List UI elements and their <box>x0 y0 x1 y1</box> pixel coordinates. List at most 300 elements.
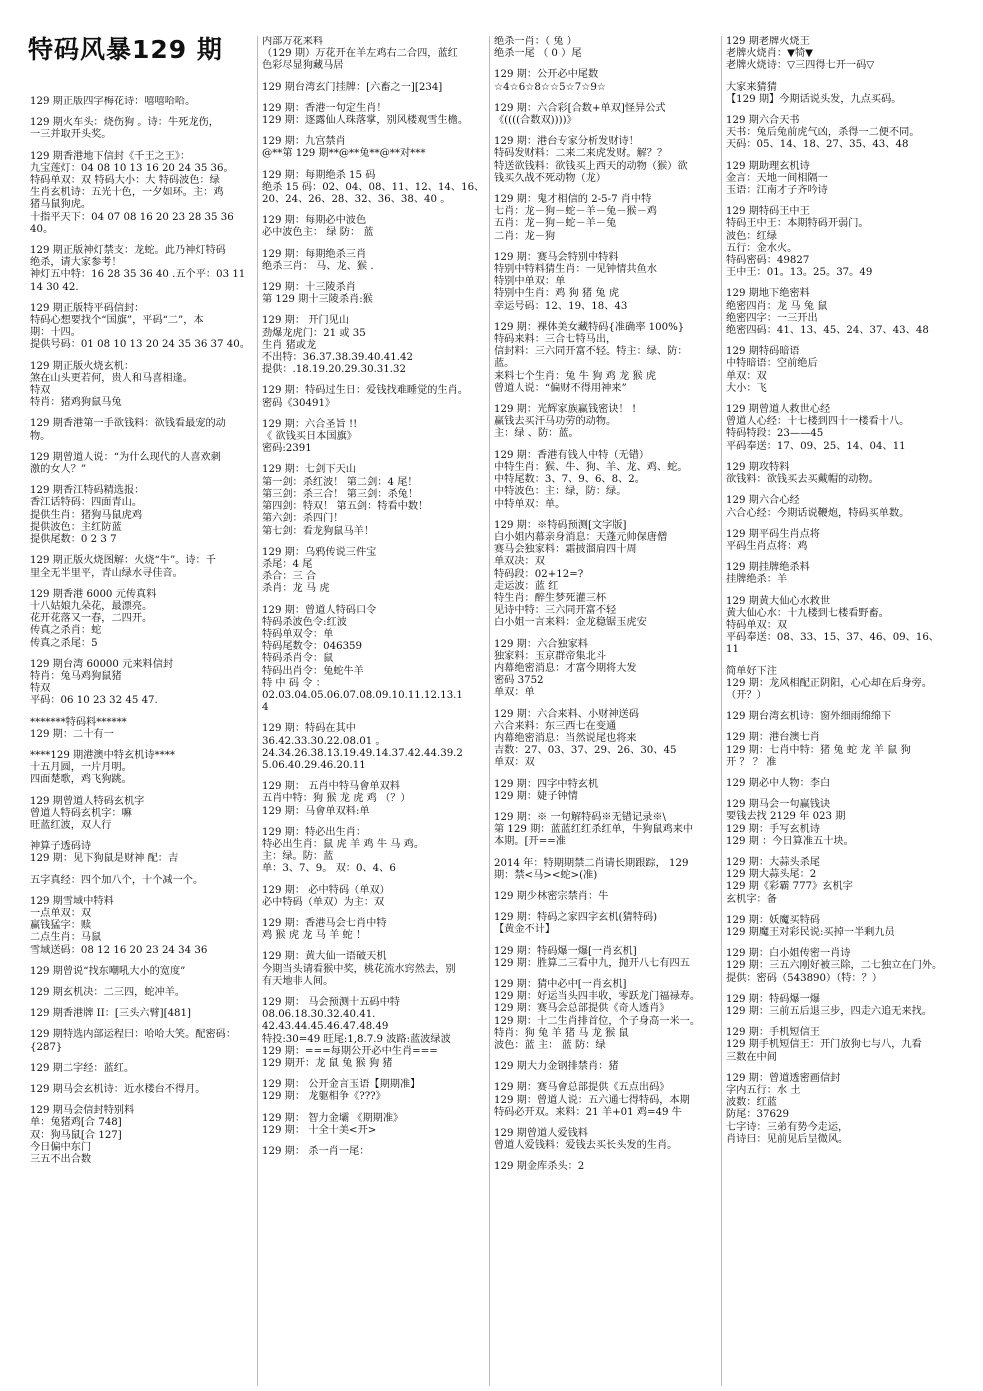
text-line: 129 期 ：今日算准五十块。 <box>726 835 854 847</box>
text-line: 特码必开双。来料：21 羊+01 鸡=49 牛 <box>494 1106 682 1118</box>
text-block <box>726 915 958 939</box>
text-line: 129 期：六合来料、小财神送码 <box>494 708 639 720</box>
text-line: 防尾：37629 <box>726 1109 789 1121</box>
text-block <box>262 249 490 273</box>
text-line: 特码王中王：本期特码开弱门。 <box>726 218 869 230</box>
text-line: 中特波色：主：绿，防：绿。 <box>494 486 627 498</box>
text-line: 色彩尽显狗藏马居 <box>262 60 344 72</box>
text-line: 二肖：龙－狗 <box>494 230 556 242</box>
text-block <box>494 404 722 441</box>
text-line: 特肖：兔马鸡狗鼠猪 <box>30 670 122 682</box>
text-block <box>726 711 958 723</box>
text-block <box>30 659 258 708</box>
text-line: 十五月圆，一片月明。 <box>30 762 132 774</box>
text-line: 内幕绝密消息：才富今期将大发 <box>494 662 637 674</box>
text-line: 129 期：黄大仙一语破天机 <box>262 951 387 963</box>
text-line: 密码《30491》 <box>262 397 336 409</box>
text-line: 129 期曾说“找东嘲吼大小的宽度” <box>30 965 186 977</box>
text-block <box>726 404 958 453</box>
text-block <box>726 778 958 790</box>
text-block <box>30 1063 258 1075</box>
text-line: 129 期：曾道人说：五六通七得特码，本期 <box>494 1094 690 1106</box>
text-line: 129 期手机短信王：开门放狗七与八，九看 <box>726 1039 922 1051</box>
text-line: 特码杀肖令：鼠 <box>262 653 334 665</box>
text-line: 特码来料：三合七特马出， <box>494 334 617 346</box>
text-line: 129 期：曾道透密画信封 <box>726 1072 841 1084</box>
text-line: 绝杀三肖： 马、龙、猴 . <box>262 260 374 272</box>
text-line: 129 期火车头：烧伤狗 。诗：牛死龙伤， <box>30 117 219 129</box>
text-line: 129 期：好运当头四丰收，零跃龙门福禄寿。 <box>494 991 701 1003</box>
text-line: 【129 期】今期话说头发，九点买码。 <box>726 93 902 105</box>
text-line: 129 期： 公开金言玉语【期期准】 <box>262 1079 421 1091</box>
text-line: 赢钱猛字：赎 <box>30 920 92 932</box>
text-line: 不出特：36.37.38.39.40.41.42 <box>262 352 413 364</box>
text-block <box>494 639 722 700</box>
text-line: 信封料：三六同开富不轻。特主：绿、防： <box>494 346 688 358</box>
text-line: 第三剑：杀三合！ 第三剑：杀兔！ <box>262 488 419 500</box>
text-block <box>726 161 958 198</box>
text-line: 绝密四字：一三开出 <box>726 312 818 324</box>
text-line: 129 期：裸体美女藏特码{准确率 100%} <box>494 321 685 333</box>
text-line: 129 期：特码之家四字玄机(猜特码) <box>494 912 658 924</box>
text-line: 单：兔猪鸡[合 748] <box>30 1117 122 1129</box>
text-line: 吉数：27、03、37、29、26、30、45 <box>494 745 677 757</box>
text-block <box>726 82 958 106</box>
text-line: （开？） <box>726 689 767 701</box>
text-block <box>494 252 722 313</box>
text-line: 天码：05、14、18、27、35、43、48 <box>726 139 909 151</box>
text-line: 129 期：三五六刚好被三除，二七独立在门外。 <box>726 960 943 972</box>
text-line: 本期。[开==准 <box>494 836 566 848</box>
text-line: 特生肖：醉生梦死灌三杯 <box>494 592 607 604</box>
text-line: 129 期《彩霸 777》玄机字 <box>726 881 853 893</box>
text-block <box>494 322 722 395</box>
text-line: 129 期： 龙躯相争《???》 <box>262 1091 386 1103</box>
text-line: 129 期： 开门见山 <box>262 315 350 327</box>
text-block <box>262 547 490 596</box>
text-block <box>726 346 958 395</box>
text-line: 一三并取开头奖。 <box>30 129 112 141</box>
text-line: 129 期：曾道人特码口令 <box>262 604 377 616</box>
text-line: 中特暗语：空前绝后 <box>726 358 818 370</box>
text-line: 雪域送码：08 12 16 20 23 24 34 36 <box>30 944 208 956</box>
text-line: 129 期：十三陵杀肖 <box>262 282 356 294</box>
text-line: 特双 <box>30 385 51 397</box>
text-line: 129 期挂牌绝杀料 <box>726 562 810 574</box>
text-line: 见诗中特：三六同开富不轻 <box>494 605 617 617</box>
text-block <box>30 96 258 108</box>
text-line: 有天地非人间。 <box>262 975 334 987</box>
text-line: 主：绿。防：蓝 <box>262 851 334 863</box>
text-line: 提供：密码（543890）（特：？） <box>726 972 883 984</box>
text-block <box>262 723 490 772</box>
text-block <box>262 464 490 537</box>
text-line: 129 期：香港一句定生肖！ <box>262 102 387 114</box>
text-line: 129 期：===每期公开必中生肖=== <box>262 1045 438 1057</box>
text-line: 五肖中特：狗 猴 龙 虎 鸡 （？） <box>262 793 411 805</box>
text-line: 129 期：见下狗鼠是财神 配：吉 <box>30 853 179 865</box>
text-line: 129 期六合天书 <box>726 115 800 127</box>
text-line: 物。 <box>30 430 51 442</box>
text-line: 129 期特选内部运程曰：哈哈大笑。配密码： <box>30 1029 237 1041</box>
text-line: 【黄金不计】 <box>494 924 556 936</box>
text-line: 老牌火烧诗：▽三四得七开一码▽ <box>726 60 875 72</box>
text-line: 129 期：鬼才相信的 2-5-7 肖中特 <box>494 194 652 206</box>
text-line: 幸运号码：12、19、18、43 <box>494 300 628 312</box>
text-line: 129 期：港台专家分析发财诗！ <box>494 136 639 148</box>
text-line: 密码:2391 <box>262 443 312 455</box>
text-line: 129 期：每期绝杀 15 码 <box>262 169 376 181</box>
text-line: 走运波：蓝 红 <box>494 580 559 592</box>
text-line: 特码单双：双 <box>726 619 788 631</box>
text-block <box>262 215 490 239</box>
text-block <box>494 858 722 882</box>
text-line: 要钱去找 2129 年 023 期 <box>726 811 846 823</box>
text-line: 129 期：香港有钱人中特（无错） <box>494 449 650 461</box>
text-line: 特码单双：双 特码大小：大 特码波色：绿 <box>30 175 220 187</box>
text-line: 129 期助理玄机诗 <box>726 160 810 172</box>
text-block <box>726 1027 958 1064</box>
text-line: 平码奉送：08、33、15、37、46、09、16、 <box>726 632 939 644</box>
text-line: 129 期台湾玄门挂牌：[六畜之一][234] <box>262 81 443 93</box>
text-block <box>262 315 490 376</box>
text-line: 单双：双 <box>726 370 767 382</box>
text-line: 三数在中间 <box>726 1051 777 1063</box>
text-line: 黄大仙心水：十九楼到七楼看野畜。 <box>726 607 889 619</box>
text-block <box>262 282 490 306</box>
text-line: 129 期特码暗语 <box>726 346 800 358</box>
text-block <box>30 1105 258 1166</box>
text-line: 七字诗：三弟有势今走运， <box>726 1121 849 1133</box>
text-line: 14 30 42. <box>30 281 79 293</box>
text-block <box>726 36 958 73</box>
text-block <box>726 562 958 586</box>
text-line: 129 期地下绝密料 <box>726 288 810 300</box>
text-line: 129 期少林密宗禁肖：牛 <box>494 890 609 902</box>
text-block <box>30 896 258 957</box>
text-line: 绝杀，请大家参考！ <box>30 257 122 269</box>
text-line: 129 期马会玄机诗：近水楼台不得月。 <box>30 1084 206 1095</box>
text-line: 129 期马会一句赢钱诀 <box>726 799 831 811</box>
text-line: 129 期：※ 一句解特码※无错记录※\ <box>494 811 666 823</box>
text-line: 大家来猜猜 <box>726 81 777 93</box>
text-block <box>494 450 722 511</box>
text-line: 期：十四。 <box>30 327 81 339</box>
text-line: 42.43.44.45.46.47.48.49 <box>262 1021 389 1033</box>
text-line: 129 期玄机决：二三四，蛇冲羊。 <box>30 986 186 998</box>
text-line: 24.34.26.38.13.19.49.14.37.42.44.39.2 <box>262 747 463 759</box>
text-line: 129 期特码王中王 <box>726 206 810 218</box>
text-line: 11 <box>726 644 739 656</box>
text-block <box>262 103 490 127</box>
text-block <box>262 781 490 818</box>
text-line: 20、24、26、28、32、36、38、40 。 <box>262 194 451 206</box>
text-line: 生肖 猪或龙 <box>262 339 317 351</box>
text-line: 129 期曾道人说：“为什么现代的人喜欢刺 <box>30 451 221 463</box>
text-line: ☆4☆6☆8☆☆5☆7☆9☆ <box>494 81 606 93</box>
text-block <box>262 136 490 160</box>
text-line: 内幕绝密消息：当然说尾也将来 <box>494 732 637 744</box>
text-line: 二点生肖：马鼠 <box>30 932 102 944</box>
text-column-4 <box>726 36 958 1381</box>
text-line: 特 中 码 令 ： <box>262 677 326 689</box>
text-line: 单双决：双 <box>494 556 545 568</box>
text-block <box>30 987 258 999</box>
text-block <box>494 1082 722 1119</box>
text-block <box>726 529 958 553</box>
text-line: 单双：双 <box>494 757 535 769</box>
text-line: 煞在山头更若何，贵人和马喜相逢。 <box>30 372 193 384</box>
text-line: 绝密四码：41、13、45、24、37、43、48 <box>726 325 929 337</box>
text-line: 第一剑：杀红波！ 第二剑：4 尾！ <box>262 476 418 488</box>
text-line: 129 期正版四字梅花诗：嘻嘻哈哈。 <box>30 96 196 107</box>
text-line: 特码发财料：二来二来虎发财。解？？ <box>494 148 668 160</box>
text-line: 129 期六合心经 <box>726 495 800 507</box>
text-line: 129 期：特码爆一爆[一肖玄机] <box>494 945 637 957</box>
text-line: 129 期： 必中特码（单双） <box>262 884 390 896</box>
text-block <box>726 799 958 848</box>
text-line: 129 期正版特平码信封： <box>30 302 145 314</box>
text-line: 五肖：龙－狗－蛇－羊－兔 <box>494 218 617 230</box>
text-block <box>30 717 258 741</box>
text-block <box>494 912 722 936</box>
text-line: 曾道人说：“偏财不得用神来” <box>494 382 627 394</box>
text-line: 杀肖：龙 马 虎 <box>262 583 330 595</box>
text-block <box>494 1161 722 1173</box>
text-line: 129 期：赛马會总部提供《五点出码》 <box>494 1082 670 1094</box>
text-line: 六合来料：东三西七在变通 <box>494 720 617 732</box>
text-line: 肖诗曰：见前见后呈微风。 <box>726 1133 849 1145</box>
text-line: 香江话特码：四面青山。 <box>30 497 143 509</box>
text-block <box>262 1079 490 1103</box>
text-line: 129 期台湾 60000 元来料信封 <box>30 658 174 670</box>
text-line: 独家料：玉京群帝集北斗 <box>494 650 607 662</box>
text-block <box>494 136 722 185</box>
text-line: 特双 <box>30 683 51 695</box>
text-line: 129 期：猜中必中[一肖玄机] <box>494 979 627 990</box>
text-line: 129 期台湾玄机诗：窗外细雨绵绵下 <box>726 711 892 723</box>
text-block <box>262 885 490 909</box>
text-line: 内部万花来料 <box>262 36 324 47</box>
text-line: 三五不出合数 <box>30 1154 92 1166</box>
text-line: 129 期：大蒜头杀尾 <box>726 856 820 868</box>
text-line: 129 期：三前五后退三步，四走六追无来找。 <box>726 1006 933 1017</box>
text-block <box>494 1061 722 1073</box>
text-line: 129 期：二十有一 <box>30 728 114 740</box>
text-line: 129 期： 五肖中特马會单双料 <box>262 781 400 793</box>
text-line: 129 期：公开必中尾数 <box>494 69 599 81</box>
text-line: 第 129 期十三陵杀肖:猴 <box>262 294 373 306</box>
text-block <box>262 918 490 942</box>
text-line: 欲钱料：欲钱买去买戴帽的动物。 <box>726 474 879 486</box>
text-block <box>262 1146 490 1158</box>
text-line: 四面楚歌，鸡飞狗跳。 <box>30 774 132 786</box>
text-line: 期：禁<马><蛇>(准) <box>494 869 598 881</box>
text-line: 曾道人爱钱料：爱钱去买长头发的生肖。 <box>494 1140 678 1152</box>
text-column-3 <box>494 36 722 1381</box>
text-line: 特别中单双：单 <box>494 276 566 288</box>
text-line: 129 期平码生肖点将 <box>726 528 820 540</box>
text-line: 129 期老牌火烧王 <box>726 36 810 47</box>
text-line: 129 期：光辉家族赢钱密诀！ ! <box>494 404 637 416</box>
text-line: 十指平天下：04 07 08 16 20 23 28 35 36 <box>30 211 234 223</box>
text-line: 赛马会独家料：霜披溜肩四十周 <box>494 544 637 556</box>
text-line: 提供生肖：猪狗马鼠虎鸡 <box>30 509 143 521</box>
text-block <box>494 194 722 243</box>
text-line: 129 期香港牌 II：[三头六臂][481] <box>30 1008 191 1020</box>
text-line: 简单好下注 <box>726 665 777 677</box>
text-line: 129 期香江特码精选报： <box>30 485 145 497</box>
text-block <box>30 117 258 141</box>
text-line: 猪马鼠狗虎。 <box>30 199 92 211</box>
text-block <box>262 951 490 988</box>
text-line: 特肖：猪鸡狗鼠马兔 <box>30 397 122 409</box>
text-line: 密码 3752 <box>494 675 544 687</box>
text-column-1 <box>30 96 258 1381</box>
text-column-2 <box>262 36 490 1381</box>
text-line: 129 期：香港马会七肖中特 <box>262 917 387 929</box>
text-line: 五字真经：四个加八个，十个减一个。 <box>30 874 204 886</box>
text-line: 中特单双：单。 <box>494 498 566 510</box>
text-line: 129 期： 杀一肖一尾： <box>262 1146 370 1158</box>
text-block <box>494 946 722 970</box>
text-line: 今期当头请看猴中奖，桃花流水窍然去，别 <box>262 963 456 975</box>
text-line: 129 期：九宫禁肖 <box>262 136 346 148</box>
text-block <box>494 812 722 849</box>
text-line: 特别中生肖：鸡 狗 猪 兔 虎 <box>494 288 620 300</box>
text-line: 129 期大蒜头尾：2 <box>726 869 817 881</box>
text-block <box>726 462 958 486</box>
text-line: 单：3、7、9。 双：0、4、6 <box>262 863 396 875</box>
text-block <box>494 103 722 127</box>
text-block <box>494 520 722 630</box>
text-line: 129 期：赛马会总部提供《奇人透肖》 <box>494 1003 670 1015</box>
text-line: 来料七个生肖：兔 牛 狗 鸡 龙 猴 虎 <box>494 370 657 382</box>
text-line: 129 期正版火烧玄机： <box>30 360 135 372</box>
text-line: 129 期正版神灯禁支：龙蛇。此乃神灯特码 <box>30 245 226 257</box>
text-block <box>30 750 258 787</box>
text-line: 钱买久战不死动物（龙） <box>494 172 607 184</box>
text-line: 绝杀一肖：（ 兔 ） <box>494 36 577 47</box>
text-block <box>726 1073 958 1146</box>
text-line: 129 期必中人物：李白 <box>726 777 831 789</box>
text-block <box>30 303 258 352</box>
text-line: 特别中特料猜生肖：一见钟情共鱼水 <box>494 264 657 276</box>
text-line: 129 期：七剑下天山 <box>262 464 356 476</box>
text-line: 特码尾数令：046359 <box>262 641 363 653</box>
text-block <box>30 875 258 887</box>
text-line: 特码出肖令：兔蛇牛羊 <box>262 665 364 677</box>
text-line: 129 期魔王对彩民说:买掉一半剩九员 <box>726 926 895 938</box>
text-block <box>494 779 722 803</box>
text-block <box>30 361 258 410</box>
text-line: 129 期香港第一手欲钱料：欲钱看最宠的动 <box>30 418 226 430</box>
text-line: 今日偏中东门 <box>30 1141 92 1153</box>
text-line: 129 期曾道人爱钱料 <box>494 1128 588 1140</box>
text-line: 神算子透码诗 <box>30 841 92 853</box>
text-block <box>30 841 258 865</box>
text-block <box>726 596 958 657</box>
text-line: 129 期：赛马会特别中特料 <box>494 251 619 263</box>
text-line: 129 期开：龙 鼠 兔 猴 狗 猪 <box>262 1058 393 1070</box>
text-line: 129 期曾道人救世心经 <box>726 404 831 416</box>
text-line: 曾道人特码玄机字：嘛 <box>30 807 132 819</box>
text-line: {287} <box>30 1041 63 1053</box>
text-line: 天书：兔后兔前虎气凶，杀得一二便不同。 <box>726 127 920 139</box>
text-line: 波色：红绿 <box>726 230 777 242</box>
text-line: 129 期雪域中特料 <box>30 895 114 907</box>
text-line: 平码：06 10 23 32 45 47. <box>30 695 158 707</box>
text-line: 129 期：马會单双料:单 <box>262 805 370 817</box>
text-line: 中特生肖：猴、牛、狗、羊、龙、鸡、蛇。 <box>494 461 688 473</box>
text-line: 02.03.04.05.06.07.08.09.10.11.12.13.1 <box>262 689 463 701</box>
text-line: 129 期：白小姐传密一肖诗 <box>726 948 851 960</box>
text-line: 129 期：四字中特玄机 <box>494 778 599 790</box>
text-line: 第六剑：杀四门！ <box>262 513 344 525</box>
text-block <box>726 666 958 703</box>
text-line: 129 期：特必出生肖： <box>262 826 367 838</box>
text-line: 绝密四肖：龙 马 兔 鼠 <box>726 300 828 312</box>
text-line: 提供尾数：0 2 3 7 <box>30 534 117 546</box>
text-line: 129 期：每期绝杀三肖 <box>262 248 367 260</box>
text-line: 开 ？ ？ 准 <box>726 756 777 768</box>
text-line: 129 期香港地下信封《千王之王》： <box>30 150 191 162</box>
text-line: 特码密码：49827 <box>726 255 810 267</box>
text-line: 提供号码：01 08 10 13 20 24 35 36 37 40。 <box>30 339 250 351</box>
text-block <box>262 419 490 456</box>
text-block <box>262 827 490 876</box>
text-line: 129 期正版火烧图解：火烧“牛”。诗：千 <box>30 555 216 567</box>
text-line: 129 期：六合圣旨 !! <box>262 418 358 430</box>
text-block <box>494 979 722 1052</box>
text-line: 特送欲钱料：欲钱买上西天的动物（猴）欲 <box>494 160 688 172</box>
text-line: ****129 期港澳中特玄机诗**** <box>30 749 175 761</box>
text-block <box>262 385 490 409</box>
text-line: 老牌火烧肖：▼犄▼ <box>726 48 813 60</box>
text-block <box>262 170 490 207</box>
text-line: 特码特段：23——45 <box>726 428 824 440</box>
text-block <box>262 997 490 1070</box>
text-line: 曾道人心经：十七楼到四十一楼看十八。 <box>726 416 910 428</box>
text-line: 提供波色：主红防蓝 <box>30 521 122 533</box>
text-line: 129 期曾道人特码玄机字 <box>30 795 145 807</box>
text-block <box>726 288 958 337</box>
text-line: @**第 129 期**@**兔**@**对*** <box>262 148 426 160</box>
text-line: 一点单双：双 <box>30 907 92 919</box>
text-line: 129 期：婕子钟情 <box>494 790 578 802</box>
text-line: 花开花落又一春，二四开。 <box>30 613 153 625</box>
text-line: 七肖：龙－狗－蛇－羊－兔－猴－鸡 <box>494 206 657 218</box>
text-line: 129 期：特码在其中 <box>262 723 356 735</box>
text-line: 激的女人？” <box>30 464 87 476</box>
text-block <box>30 418 258 442</box>
text-line: 单双：单 <box>494 687 535 699</box>
text-block <box>726 994 958 1018</box>
text-line: 特必出生肖：鼠 虎 羊 鸡 牛 马 鸡。 <box>262 838 425 850</box>
text-line: 五行：金水火。 <box>726 242 798 254</box>
text-line: 杀尾：4 尾 <box>262 558 313 570</box>
text-line: 特码段：02+12=? <box>494 568 584 580</box>
text-block <box>30 796 258 833</box>
text-line: 129 期：港台澳七肖 <box>726 732 820 744</box>
text-line: 129 期黄大仙心水救世 <box>726 595 831 607</box>
text-line: 大小：飞 <box>726 382 767 394</box>
text-block <box>494 36 722 60</box>
text-line: 5.06.40.29.46.20.11 <box>262 759 366 771</box>
text-line: （129 期）万花开在羊左鸡右二合四，蓝红 <box>262 48 458 60</box>
text-line: 波数：红蓝 <box>726 1097 777 1109</box>
text-line: 传真之杀尾：5 <box>30 637 98 649</box>
